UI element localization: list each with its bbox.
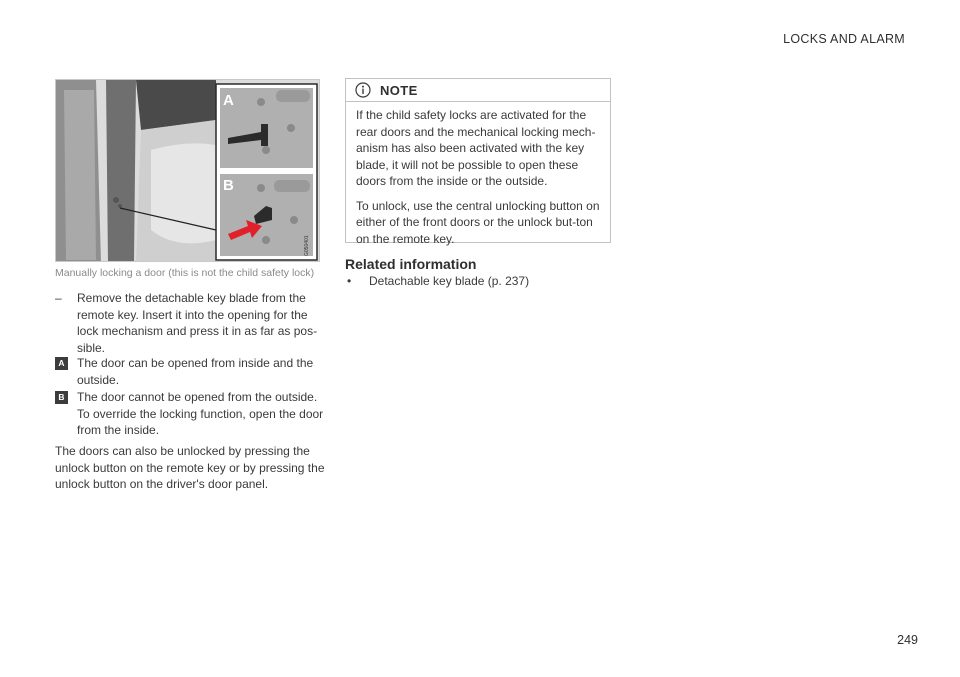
page-number: 249: [897, 633, 918, 647]
callout-text-b: The door cannot be opened from the outside. To override the locking function, open the door from the inside.: [77, 390, 324, 437]
instruction-step: [55, 290, 325, 356]
note-title: NOTE: [380, 83, 418, 98]
note-paragraph-2: To unlock, use the central unlocking button on either of the front doors or the unlock but-ton on the remote key.: [356, 198, 600, 246]
unlock-paragraph: The doors can also be unlocked by pressing the unlock button on the remote key or by pressing the unlock button on the driver's door panel.: [55, 444, 325, 491]
callout-a: [55, 355, 325, 388]
callout-badge-a: A: [55, 357, 68, 370]
bullet: •: [347, 274, 352, 288]
figure-label-b: B: [223, 177, 234, 194]
callout-badge-b: B: [55, 391, 68, 404]
figure-image-code: G050401: [304, 235, 310, 256]
door-lock-figure: [55, 79, 320, 262]
step-text: Remove the detachable key blade from the remote key. Insert it into the opening for the lock mechanism and press it in as far as pos-sible.: [77, 291, 318, 355]
related-link-key-blade[interactable]: [345, 273, 529, 290]
figure-caption: Manually locking a door (this is not the child safety lock): [55, 267, 315, 279]
note-body: [346, 102, 610, 247]
note-paragraph-1: If the child safety locks are activated for the rear doors and the mechanical locking mech-anism has also been activated with the key blade, it will not be possible to open these doors from the inside or the outside.: [356, 108, 596, 188]
callout-text-a: The door can be opened from inside and the outside.: [77, 356, 314, 387]
info-icon: [355, 82, 371, 98]
related-link-text: Detachable key blade (p. 237): [369, 274, 530, 288]
related-information-list: [345, 273, 529, 290]
figure-label-a: A: [223, 92, 234, 109]
note-header: [346, 79, 610, 102]
callout-b: [55, 389, 325, 439]
section-header: LOCKS AND ALARM: [783, 32, 905, 46]
related-information-heading: Related information: [345, 256, 477, 272]
note-box: [345, 78, 611, 246]
door-lock-illustration: [56, 80, 320, 262]
step-dash: –: [55, 291, 62, 305]
